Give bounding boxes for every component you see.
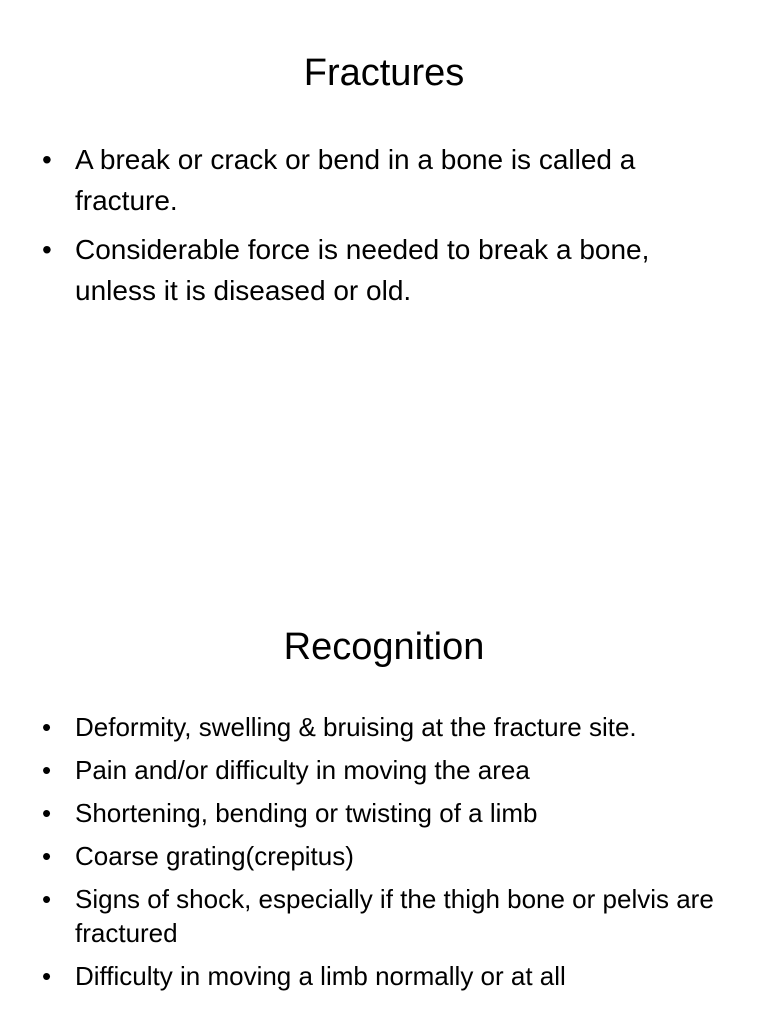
bullet-text: Coarse grating(crepitus)	[75, 841, 354, 871]
bullet-text: A break or crack or bend in a bone is called a fracture.	[75, 144, 636, 216]
bullet-icon: •	[42, 712, 52, 742]
slide-title: Recognition	[283, 626, 485, 668]
bullet-list	[42, 139, 732, 319]
bullet-icon: •	[42, 884, 52, 914]
bullet-icon: •	[42, 755, 52, 785]
bullet-item	[42, 839, 732, 873]
bullet-icon: •	[42, 798, 52, 828]
bullet-text: Deformity, swelling & bruising at the fracture site.	[75, 712, 637, 742]
bullet-icon: •	[42, 234, 52, 265]
bullet-text: Signs of shock, especially if the thigh bone or pelvis are fractured	[75, 884, 714, 948]
bullet-item	[42, 710, 732, 744]
slide-recognition	[0, 576, 768, 1024]
slide-title: Fractures	[303, 52, 465, 94]
bullet-item	[42, 139, 732, 221]
bullet-list	[42, 710, 732, 1002]
bullet-item	[42, 959, 732, 993]
bullet-text: Difficulty in moving a limb normally or at all	[75, 961, 566, 991]
bullet-icon: •	[42, 144, 52, 175]
bullet-item	[42, 753, 732, 787]
bullet-icon: •	[42, 841, 52, 871]
bullet-item	[42, 796, 732, 830]
bullet-text: Considerable force is needed to break a bone, unless it is diseased or old.	[75, 234, 650, 306]
bullet-text: Pain and/or difficulty in moving the area	[75, 755, 530, 785]
bullet-icon: •	[42, 961, 52, 991]
bullet-text: Shortening, bending or twisting of a limb	[75, 798, 538, 828]
bullet-item	[42, 882, 732, 950]
bullet-item	[42, 229, 732, 311]
